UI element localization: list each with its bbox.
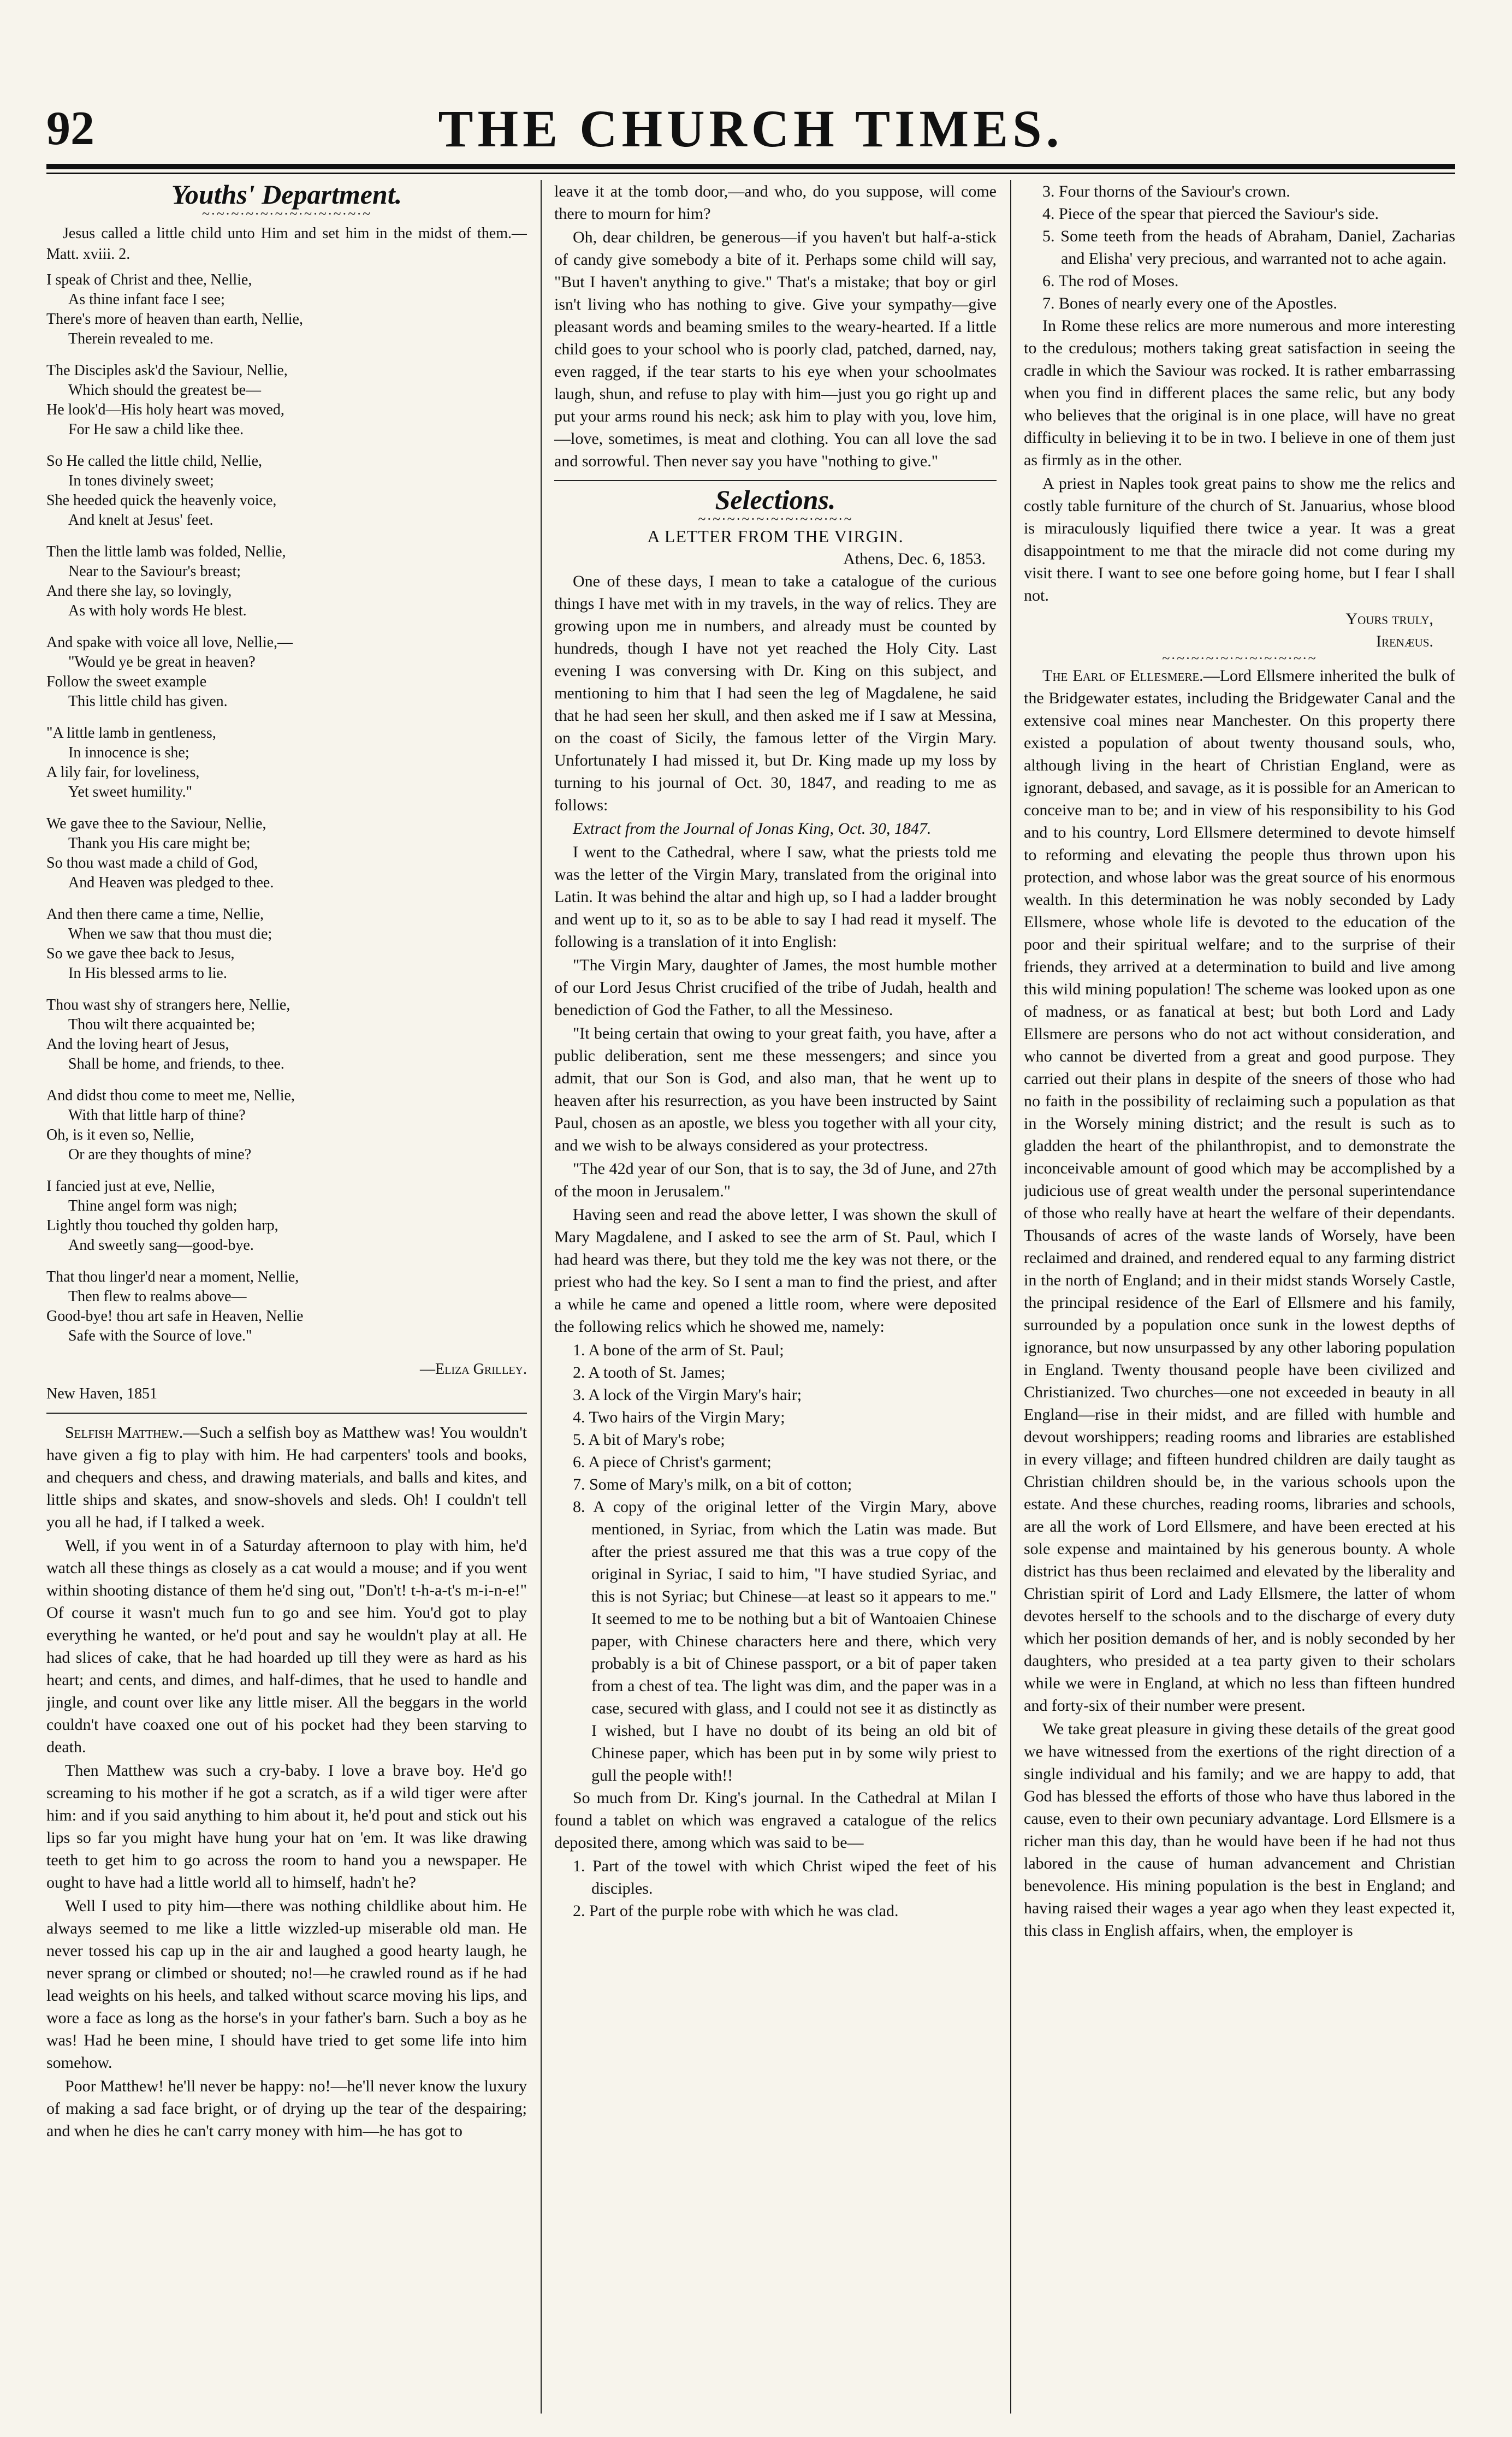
poem-line: "A little lamb in gentleness, xyxy=(46,725,216,742)
poem-line: Thine angel form was nigh; xyxy=(68,1197,238,1214)
poem-line: So we gave thee back to Jesus, xyxy=(46,945,235,962)
list-item: 5. A bit of Mary's robe; xyxy=(573,1431,725,1449)
poem-line: A lily fair, for loveliness, xyxy=(46,764,200,781)
poem-line: Then the little lamb was folded, Nellie, xyxy=(46,543,286,560)
list-item: 5. Some teeth from the heads of Abraham, Daniel, Zacharias and Elisha' very precious, and warranted not to ache again. xyxy=(1042,227,1455,268)
poem-line: That thou linger'd near a moment, Nellie, xyxy=(46,1268,299,1285)
poem-line: For He saw a child like thee. xyxy=(68,421,244,438)
poem-line: In tones divinely sweet; xyxy=(68,472,214,489)
paragraph xyxy=(1024,1718,1455,1942)
stanza-gap xyxy=(46,893,527,905)
paragraph-text: —Such a selfish boy as Matthew was! You wouldn't have given a fig to play with him. He had carpenters' tools and books, and chequers and chess, and drawing materials, and balls and kites, and little ships and skates, and snow-shovels and sleds. Oh! I couldn't tell you all he had, if I talked a week. xyxy=(46,1424,527,1531)
list-item: 1. A bone of the arm of St. Paul; xyxy=(573,1341,784,1359)
poem-line: When we saw that thou must die; xyxy=(68,926,272,942)
poem-line: Or are they thoughts of mine? xyxy=(68,1146,252,1163)
milan-relics-list-continued xyxy=(1024,180,1455,315)
stanza-gap xyxy=(46,1346,527,1358)
list-item: 4. Piece of the spear that pierced the Saviour's side. xyxy=(1042,205,1379,223)
letter-article xyxy=(554,570,997,1338)
list-item: 7. Some of Mary's milk, on a bit of cotton; xyxy=(573,1475,852,1493)
paragraph xyxy=(46,1895,527,2074)
paragraph: I went to the Cathedral, where I saw, what the priests told me was the letter of the Virgin Mary, translated from the original into Latin. It was behind the altar and high up, so I had a ladder brought and went up to it, so as to be able to say I had read it myself. The following is a translation of it into English: xyxy=(554,843,997,951)
paragraph: Oh, dear children, be generous—if you haven't but half-a-stick of candy give somebody a bite of it. Perhaps some child will say, "But I haven't anything to give." That's a mistake; that boy or girl isn't living who has nothing to give. Give your sympathy—give pleasant words and beaming smiles to the weary-hearted. If a little child goes to your school who is poorly clad, patched, darned, nay, even ragged, if the tear starts to his eye when your schoolmates laugh, shun, and refuse to play with him—just you go right up and put your arms round his neck; ask him to play with you, love him,—love, sometimes, is meat and clothing. You can all love the sad and sorrowful. Then never say you have "nothing to give." xyxy=(554,228,997,470)
column-rule xyxy=(1010,180,1011,2414)
paragraph xyxy=(46,1421,527,1533)
poem xyxy=(46,270,527,1358)
milan-relics-list xyxy=(554,1855,997,1922)
poem-line: And knelt at Jesus' feet. xyxy=(68,512,214,529)
poem-line: Thou wilt there acquainted be; xyxy=(68,1016,256,1033)
poem-line: And Heaven was pledged to thee. xyxy=(68,874,274,891)
poem-place: New Haven, 1851 xyxy=(46,1385,157,1402)
poem-line: And the loving heart of Jesus, xyxy=(46,1036,229,1053)
paragraph: "The 42d year of our Son, that is to say, the 3d of June, and 27th of the moon in Jerusalem." xyxy=(554,1160,997,1200)
poem-line: Thou wast shy of strangers here, Nellie, xyxy=(46,997,290,1013)
list-item: 1. Part of the towel with which Christ wiped the feet of his disciples. xyxy=(573,1857,997,1898)
paragraph-text: Well, if you went in of a Saturday afternoon to play with him, he'd watch all these things as closely as a cat would a mouse; and if you went within shooting distance of them he'd sing out, "Don't! t-h-a-t's m-i-n-e!" Of course it wasn't much fun to go and see him. You'd got to play everything he wanted, or he'd pout and say he wouldn't play at all. He had slices of cake, that he had hoarded up till they were as hard as his heart; and cents, and dimes, and half-dimes, that he used to handle and jingle, and count over like any little miser. All the beggars in the world couldn't have coaxed one out of his pocket had they been starving to death. xyxy=(46,1537,527,1756)
poem-line: So thou wast made a child of God, xyxy=(46,855,258,871)
list-item: 2. A tooth of St. James; xyxy=(573,1363,726,1381)
poem-line: So He called the little child, Nellie, xyxy=(46,453,262,470)
signature: Irenæus. xyxy=(1375,632,1433,650)
list-item: 6. A piece of Christ's garment; xyxy=(573,1453,772,1471)
stanza-gap xyxy=(46,530,527,542)
article-title: A LETTER FROM THE VIRGIN. xyxy=(647,526,904,546)
poem-line: She heeded quick the heavenly voice, xyxy=(46,492,277,509)
story-lead: Selfish Matthew. xyxy=(65,1424,183,1442)
header-rule xyxy=(46,164,1455,169)
paragraph: So much from Dr. King's journal. In the Cathedral at Milan I found a tablet on which was engraved a catalogue of the relics deposited there, among which was said to be— xyxy=(554,1789,997,1852)
stanza-gap xyxy=(46,349,527,361)
stanza-gap xyxy=(46,1165,527,1177)
section-title: Youths' Department. xyxy=(171,180,402,210)
list-item: 2. Part of the purple robe with which he was clad. xyxy=(573,1902,899,1920)
poem-line: I speak of Christ and thee, Nellie, xyxy=(46,271,252,288)
poem-line: Oh, is it even so, Nellie, xyxy=(46,1126,194,1143)
paragraph xyxy=(46,1534,527,1758)
list-item: 7. Bones of nearly every one of the Apostles. xyxy=(1042,294,1337,312)
list-item: 3. Four thorns of the Saviour's crown. xyxy=(1042,182,1290,200)
poem-line: Lightly thou touched thy golden harp, xyxy=(46,1217,278,1234)
ornament-divider: ~·~·~·~·~·~·~·~·~·~·~ xyxy=(698,511,853,527)
paragraph-text: —Lord Ellsmere inherited the bulk of the Bridgewater estates, including the Bridgewater Canal and the extensive coal mines near Manchester. On this property there existed a population of about twenty thousand souls, who, although living in the heart of Christian England, were as ignorant, debased, and savage, as it is possible for an American to conceive man to be; and in view of his responsibility to his God and to his country, Lord Ellsmere determined to devote himself to reforming and elevating the people thus thrown upon his protection, and whose labor was the great source of his enormous wealth. In this determination he was nobly seconded by Lady Ellsmere, whose whole life is devoted to the education of the poor and their spiritual welfare; and to the surprise of their friends, they arrived at a determination to build and live among this wild mining population! The scheme was looked upon as one of madness, or as fanatical at best; but both Lord and Lady Ellsmere are persons who do not act without consideration, and who cannot be diverted from a great and good purpose. They carried out their plans in despite of the sneers of those who had no faith in the possibility of reclaiming such a population as that in the Worsely mining district; and the result is such as to gladden the heart of the philanthropist, and to demonstrate the inconceivable amount of good which may be accomplished by a judicious use of great wealth under the personal superintendance of those who really have at heart the welfare of their dependants. Thousands of acres of the waste lands of Worsely, have been reclaimed and drained, and rendered equal to any farming district in the north of England; and in their midst stands Worsely Castle, the principal residence of the Earl of Ellsmere and his family, surrounded by a population once sunk in the lowest depths of ignorance, but now unsurpassed by any other laboring population in England. Twenty thousand people have been civilized and Christianized. Two churches—one not exceeded in beauty in all England—rise in their midst, and are filled with humble and devout worshippers; reading rooms and libraries are established in every village; and fifteen hundred children are daily taught as Christian children should be, in the various schools upon the estate. And these churches, reading rooms, libraries and schools, are all the work of Lord Ellsmere, and have been erected at his sole expense and maintained by his generous bounty. A whole district has thus been reclaimed and elevated by the liberality and Christian spirit of Lord and Lady Ellsmere, the latter of whom devotes herself to the schools and to the discharge of every duty which her position demands of her, and is nobly seconded by her daughters, who presided at a tea party given to their scholars while we were in England, at which no less than fifteen hundred and forty-six of their number were present. xyxy=(1024,667,1455,1715)
paragraph xyxy=(46,1759,527,1894)
poem-line: I fancied just at eve, Nellie, xyxy=(46,1178,215,1195)
article-lead: The Earl of Ellesmere. xyxy=(1042,667,1203,685)
poem-line: In innocence is she; xyxy=(68,744,189,761)
poem-line: Thank you His care might be; xyxy=(68,835,251,852)
paragraph: Having seen and read the above letter, I was shown the skull of Mary Magdalene, and I asked to see the arm of St. Paul, which I had heard was there, but they told me the key was not there, or the priest who had the key. So I sent a man to find the priest, and after a while he came and opened a little room, where were deposited the following relics which he showed me, namely: xyxy=(554,1206,997,1336)
ornament-divider: ~·~·~·~·~·~·~·~·~·~·~ xyxy=(1162,650,1317,666)
paragraph: One of these days, I mean to take a catalogue of the curious things I have met with in my travels, in the way of relics. They are growing upon me in numbers, and already must be counted by hundreds, though I have not yet reached the Holy City. Last evening I was conversing with Dr. King on this subject, and mentioning to him that I had seen the leg of Magdalene, he said that he had seen her skull, and then asked me if I saw at Messina, on the coast of Sicily, the famous letter of the Virgin Mary. Unfortunately I had missed it, but Dr. King made up my loss by turning to his journal of Oct. 30, 1847, and reading to me as follows: xyxy=(554,572,997,814)
paragraph-text: Well I used to pity him—there was nothing childlike about him. He always seemed to me like a little wizzled-up miserable old man. He never tossed his cap up in the air and laughed a good hearty laugh, he never sprang or climbed or shouted; no!—he crawled round as if he had lead weights on his heels, and talked without scarce moving his lips, and wore a face as long as the horse's in your father's barn. Such a boy as he was! Had he been mine, I should have tried to get some life into him somehow. xyxy=(46,1897,527,2072)
paragraph-text: Poor Matthew! he'll never be happy: no!—he'll never know the luxury of making a sad face bright, or of drying up the tear of the despairing; and when he dies he can't carry money with him—he has got to xyxy=(46,2077,527,2140)
poem-line: Then flew to realms above— xyxy=(68,1288,247,1305)
stanza-gap xyxy=(46,802,527,814)
poem-line: Yet sweet humility." xyxy=(68,784,192,801)
story-continued xyxy=(554,180,997,472)
page-header xyxy=(46,93,1455,164)
relics-list xyxy=(554,1339,997,1787)
article-earl-of-ellesmere xyxy=(1024,665,1455,1942)
poem-line: In His blessed arms to lie. xyxy=(68,965,227,982)
column-2 xyxy=(554,180,997,2414)
list-item: 6. The rod of Moses. xyxy=(1042,272,1179,290)
paragraph: "It being certain that owing to your great faith, you have, after a public deliberation, sent me these messengers; and since you admit, that our Son is God, and also man, that he went up to heaven after his resurrection, as you have been instructed by Saint Paul, chosen as an apostle, we bless you together with all your city, and we wish to be always considered as your protectress. xyxy=(554,1024,997,1154)
dateline: Athens, Dec. 6, 1853. xyxy=(843,550,986,568)
poem-line: As thine infant face I see; xyxy=(68,291,225,308)
letter-conclusion xyxy=(1024,315,1455,607)
newspaper-title: THE CHURCH TIMES. xyxy=(438,99,1064,158)
poem-line: The Disciples ask'd the Saviour, Nellie, xyxy=(46,362,288,379)
poem-line: Follow the sweet example xyxy=(46,673,207,690)
ornament-divider: ~·~·~·~·~·~·~·~·~·~·~·~ xyxy=(201,206,372,222)
stanza-gap xyxy=(46,1074,527,1086)
poem-line: And didst thou come to meet me, Nellie, xyxy=(46,1087,295,1104)
divider xyxy=(46,1413,527,1414)
poem-line: And spake with voice all love, Nellie,— xyxy=(46,634,293,651)
paragraph xyxy=(46,2075,527,2142)
stanza-gap xyxy=(46,1255,527,1267)
poem-line: Good-bye! thou art safe in Heaven, Nellie xyxy=(46,1308,304,1325)
poem-author: —Eliza Grilley. xyxy=(420,1361,527,1378)
list-item: 3. A lock of the Virgin Mary's hair; xyxy=(573,1386,802,1404)
poem-line: He look'd—His holy heart was moved, xyxy=(46,401,284,418)
column-1 xyxy=(46,180,527,2414)
poem-line: And sweetly sang—good-bye. xyxy=(68,1237,254,1254)
paragraph: In Rome these relics are more numerous and more interesting to the credulous; mothers taking great satisfaction in seeing the cradle in which the Saviour was rocked. It is rather embarrassing when you find in different places the same relic, but any body who believes that the original is in one place, will have no great difficulty in believing it to be in two. I believe in one of them just as firmly as in the other. xyxy=(1024,317,1455,469)
poem-line: We gave thee to the Saviour, Nellie, xyxy=(46,815,266,832)
stanza-gap xyxy=(46,711,527,724)
section-title: Selections. xyxy=(715,484,836,515)
poem-line: Safe with the Source of love." xyxy=(68,1327,252,1344)
poem-line: There's more of heaven than earth, Nellie, xyxy=(46,311,303,328)
poem-line: Therein revealed to me. xyxy=(68,330,214,347)
signoff: Yours truly, xyxy=(1345,610,1433,628)
stanza-gap xyxy=(46,983,527,995)
poem-line: Near to the Saviour's breast; xyxy=(68,563,241,580)
header-rule-thin xyxy=(46,173,1455,174)
column-rule xyxy=(541,180,542,2414)
poem-line: With that little harp of thine? xyxy=(68,1107,246,1124)
poem-line: As with holy words He blest. xyxy=(68,602,247,619)
column-3 xyxy=(1024,180,1455,2414)
poem-line: And there she lay, so lovingly, xyxy=(46,583,232,600)
poem-line: Shall be home, and friends, to thee. xyxy=(68,1056,284,1072)
paragraph: leave it at the tomb door,—and who, do you suppose, will come there to mourn for him? xyxy=(554,182,997,223)
poem-line: "Would ye be great in heaven? xyxy=(68,654,256,671)
paragraph-text: We take great pleasure in giving these details of the great good we have witnessed from the exertions of the right direction of a single individual and his family; and we are happy to add, that God has blessed the efforts of those who have thus labored in the cause, even to their own pecuniary advantage. Lord Ellsmere is a richer man this day, than he would have been if he had not thus labored in the cause of human advancement and Christian benevolence. His mining population is the best in England; and having raised their wages a year ago when they least expected it, this class in English affairs, when, the employer is xyxy=(1024,1720,1455,1940)
story-selfish-matthew xyxy=(46,1421,527,2142)
paragraph xyxy=(1024,665,1455,1717)
stanza-gap xyxy=(46,621,527,633)
list-item: 4. Two hairs of the Virgin Mary; xyxy=(573,1408,785,1426)
epigraph: Jesus called a little child unto Him and set him in the midst of them.—Matt. xviii. 2. xyxy=(46,225,527,263)
page-number: 92 xyxy=(46,102,94,155)
divider xyxy=(554,480,997,481)
list-item: 8. A copy of the original letter of the Virgin Mary, above mentioned, in Syriac, from which the Latin was made. But after the priest assured me that this was a true copy of the original in Syriac, I said to him, "I have studied Syriac, and this is not Syriac; but Chinese—at least so it appears to me." It seemed to me to be nothing but a bit of Wantoaien Chinese paper, with Chinese characters here and there, which very probably is a bit of Chinese passport, or a bit of paper taken from a chest of tea. The light was dim, and the paper was in a case, secured with glass, and I could not see it as distinctly as I wished, but I have no doubt of its being an old bit of Chinese paper, which has been put in by some wily priest to gull the people with!! xyxy=(573,1498,997,1784)
paragraph: A priest in Naples took great pains to show me the relics and costly table furniture of the church of St. Januarius, whose blood is miraculously liquified there twice a year. It was a great disappointment to me that the miracle did not come during my visit there. I want to see one before going home, but I fear I shall not. xyxy=(1024,475,1455,604)
paragraph-text: Then Matthew was such a cry-baby. I love a brave boy. He'd go screaming to his mother if he got a scratch, as if a wild tiger were after him: and if you said anything to him about it, he'd pout and stick out his lips so far you might have hung your hat on 'em. It was like drawing teeth to get him to go across the room to hand you a newspaper. He ought to have had a little world all to himself, hadn't he? xyxy=(46,1762,527,1892)
stanza-gap xyxy=(46,440,527,452)
poem-line: Which should the greatest be— xyxy=(68,382,262,399)
paragraph: Extract from the Journal of Jonas King, Oct. 30, 1847. xyxy=(573,820,932,838)
paragraph: "The Virgin Mary, daughter of James, the most humble mother of our Lord Jesus Christ crucified of the tribe of Judah, health and benediction of God the Father, to all the Messineso. xyxy=(554,956,997,1019)
poem-line: This little child has given. xyxy=(68,693,228,710)
poem-line: And then there came a time, Nellie, xyxy=(46,906,264,923)
